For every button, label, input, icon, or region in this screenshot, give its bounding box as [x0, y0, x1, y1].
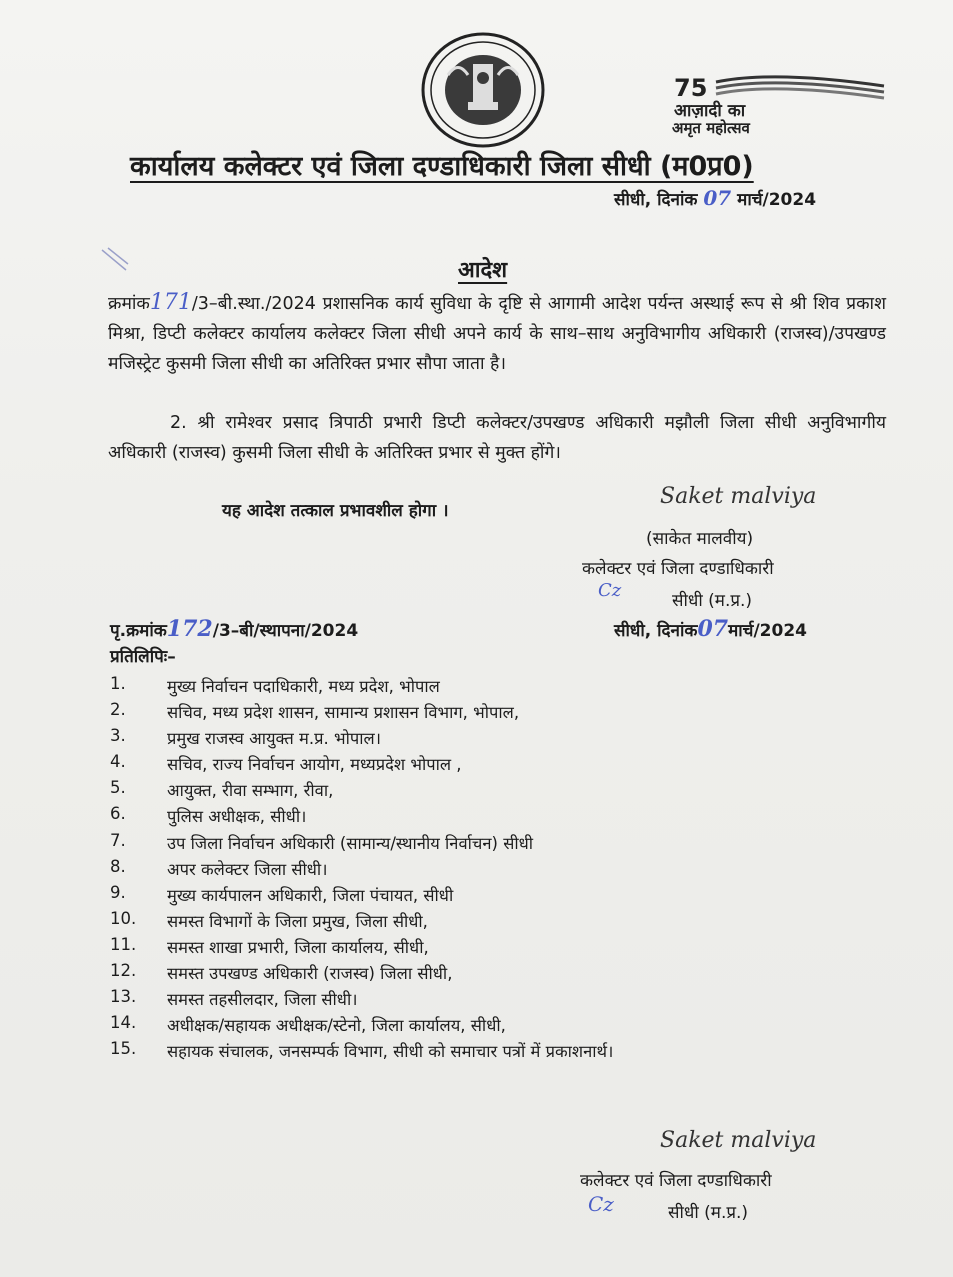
list-item-number: 7. — [110, 830, 126, 850]
list-item — [110, 804, 870, 830]
endorsement-date-suffix: मार्च/2024 — [728, 621, 807, 641]
list-item-number: 4. — [110, 752, 126, 772]
list-item — [110, 1013, 870, 1039]
endorsement-number — [110, 616, 358, 642]
list-item-number: 2. — [110, 700, 126, 720]
endorsement-date-day-handwritten: 07 — [697, 616, 729, 642]
para1-first: /3–बी.स्था./2024 प्रशासनिक कार्य सुविधा के दृष्टि से आगामी आदेश — [191, 294, 641, 314]
order-heading: आदेश — [458, 258, 508, 283]
svg-text:75: 75 — [674, 74, 708, 102]
header-date — [614, 186, 816, 210]
list-item — [110, 700, 870, 726]
scratch-mark — [100, 246, 130, 274]
list-item-number: 13. — [110, 987, 137, 1007]
list-item-number: 10. — [110, 908, 137, 928]
list-item-text: सहायक संचालक, जनसम्पर्क विभाग, सीधी को समाचार पत्रों में प्रकाशनार्थ। — [167, 1042, 614, 1062]
initials-1: Cz — [598, 580, 622, 601]
azadi-amrit-mahotsav-logo — [664, 72, 889, 142]
list-item — [110, 857, 870, 883]
signatory-title-2: कलेक्टर एवं जिला दण्डाधिकारी — [580, 1171, 772, 1191]
list-item-text: समस्त विभागों के जिला प्रमुख, जिला सीधी, — [167, 911, 428, 931]
list-item — [110, 961, 870, 987]
signatory-place-1: सीधी (म.प्र.) — [672, 591, 753, 611]
signatory-title-1: कलेक्टर एवं जिला दण्डाधिकारी — [582, 559, 774, 579]
order-paragraph-2: 2. श्री रामेश्वर प्रसाद त्रिपाठी प्रभारी डिप्टी कलेक्टर/उपखण्ड अधिकारी मझौली जिला सीधी अनुविभागीय अधिकारी (राजस्व) कुसमी जिला सीधी के अतिरिक्त प्रभार से मुक्त होंगे। — [108, 413, 886, 463]
kramank-label: क्रमांक — [108, 294, 150, 314]
list-item-text: उप जिला निर्वाचन अधिकारी (सामान्य/स्थानीय निर्वाचन) सीधी — [167, 833, 534, 853]
list-item-number: 5. — [110, 778, 126, 798]
list-item-number: 12. — [110, 961, 137, 981]
list-item — [110, 987, 870, 1013]
azadi-line1: आज़ादी का — [674, 101, 746, 121]
office-title: कार्यालय कलेक्टर एवं जिला दण्डाधिकारी जिला सीधी (म0प्र0) — [130, 151, 754, 182]
date-day-handwritten: 07 — [703, 186, 732, 210]
endorsement-date — [614, 616, 807, 642]
list-item-number: 9. — [110, 882, 126, 902]
list-item — [110, 935, 870, 961]
list-item-number: 8. — [110, 856, 126, 876]
list-item-number: 15. — [110, 1039, 137, 1059]
list-item — [110, 831, 870, 857]
order-paragraph-1 — [108, 288, 886, 379]
list-item-text: अधीक्षक/सहायक अधीक्षक/स्टेनो, जिला कार्यालय, सीधी, — [167, 1016, 506, 1036]
date-suffix: मार्च/2024 — [737, 190, 817, 210]
list-item-text: समस्त शाखा प्रभारी, जिला कार्यालय, सीधी, — [167, 937, 429, 957]
list-item-text: आयुक्त, रीवा सम्भाग, रीवा, — [167, 781, 334, 801]
signatory-name: (साकेत मालवीय) — [646, 529, 754, 549]
list-item-text: प्रमुख राजस्व आयुक्त म.प्र. भोपाल। — [167, 729, 381, 749]
list-item-text: अपर कलेक्टर जिला सीधी। — [167, 859, 328, 879]
signature-2: Saket malviya — [660, 1128, 817, 1153]
initials-2: Cz — [588, 1192, 614, 1216]
list-item-number: 3. — [110, 726, 126, 746]
list-item-number: 1. — [110, 674, 126, 693]
copy-list — [110, 674, 870, 1065]
list-item-text: सचिव, राज्य निर्वाचन आयोग, मध्यप्रदेश भोपाल , — [167, 755, 462, 775]
endorsement-number-handwritten: 172 — [166, 616, 213, 642]
list-item-text: समस्त तहसीलदार, जिला सीधी। — [167, 990, 358, 1010]
list-item — [110, 909, 870, 935]
list-item — [110, 883, 870, 909]
para1-rest: पर्यन्त अस्थाई रूप से श्री शिव प्रकाश मिश्रा, डिप्टी कलेक्टर कार्यालय कलेक्टर जिला सीधी अपने कार्य के साथ–साथ अनुविभागीय अधिकारी (राजस्व)/उपखण्ड मजिस्ट्रेट कुसमी जिला सीधी का अतिरिक्त प्रभार सौपा जाता है। — [108, 294, 886, 374]
list-item-text: पुलिस अधीक्षक, सीधी। — [167, 807, 307, 827]
endorsement-kramank-suffix: /3–बी/स्थापना/2024 — [212, 621, 359, 641]
list-item-text: मुख्य कार्यपालन अधिकारी, जिला पंचायत, सीधी — [167, 885, 454, 905]
signatory-place-2: सीधी (म.प्र.) — [668, 1203, 749, 1223]
list-item-number: 6. — [110, 804, 126, 824]
azadi-line2: अमृत महोत्सव — [672, 119, 750, 137]
list-item — [110, 726, 870, 752]
list-item-text: सचिव, मध्य प्रदेश शासन, सामान्य प्रशासन विभाग, भोपाल, — [167, 703, 520, 723]
list-item-text: मुख्य निर्वाचन पदाधिकारी, मध्य प्रदेश, भोपाल — [167, 677, 440, 696]
date-prefix: सीधी, दिनांक — [614, 190, 698, 210]
copy-label: प्रतिलिपिः– — [110, 647, 176, 667]
list-item-number: 11. — [110, 934, 137, 954]
effective-statement: यह आदेश तत्काल प्रभावशील होगा । — [222, 501, 449, 521]
list-item-text: समस्त उपखण्ड अधिकारी (राजस्व) जिला सीधी, — [167, 964, 453, 984]
list-item-number: 14. — [110, 1013, 137, 1033]
endorsement-date-prefix: सीधी, दिनांक — [614, 621, 698, 641]
endorsement-kramank-label: पृ.क्रमांक — [110, 621, 167, 641]
state-emblem — [418, 30, 548, 150]
list-item — [110, 778, 870, 804]
list-item — [110, 674, 870, 700]
list-item — [110, 752, 870, 778]
signature-1: Saket malviya — [660, 484, 817, 509]
kramank-number-handwritten: 171 — [149, 290, 192, 315]
list-item — [110, 1039, 870, 1065]
